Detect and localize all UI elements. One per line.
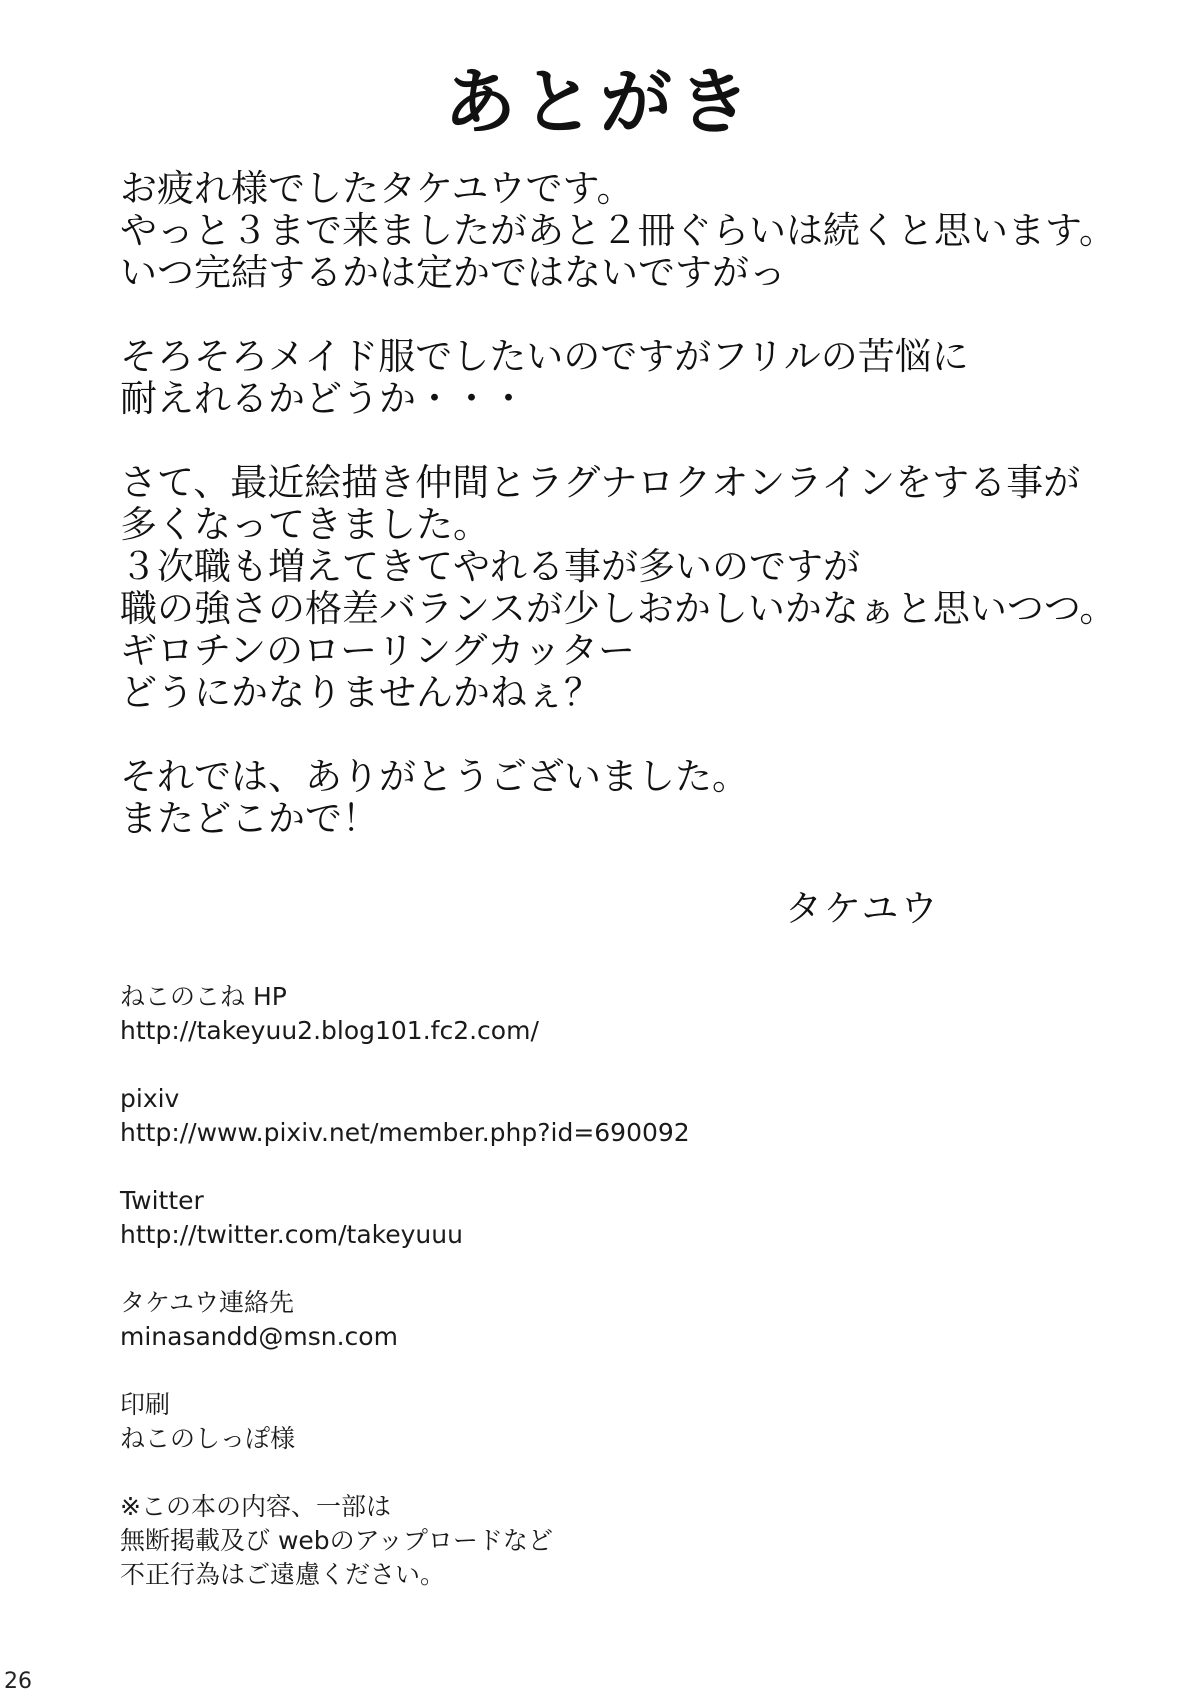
notice-line: 不正行為はご遠慮ください。 [120,1560,446,1589]
body-line: 耐えれるかどうか・・・ [120,377,527,420]
info-label: ねこのこね HP [120,982,287,1011]
homepage-url: http://takeyuu2.blog101.fc2.com/ [120,1016,539,1045]
info-block-contact [120,1286,1020,1354]
paragraph-gap [120,294,1160,336]
twitter-url: http://twitter.com/takeyuuu [120,1220,463,1249]
notice-line: 無断掲載及び webのアップロードなど [120,1526,553,1555]
info-label: タケユウ連絡先 [120,1288,295,1317]
body-line: ギロチンのローリングカッター [120,629,636,672]
printer-name: ねこのしっぽ様 [120,1424,296,1453]
contact-info [120,980,1020,1626]
afterword-body [120,168,1160,840]
info-label: 印刷 [120,1390,171,1419]
contact-email: minasandd@msn.com [120,1322,398,1351]
author-signature: タケユウ [785,887,940,930]
paragraph-gap [120,420,1160,462]
body-line: 職の強さの格差バランスが少しおかしいかなぁと思いつつ。 [120,587,1117,630]
info-block-notice [120,1490,1020,1592]
notice-line: ※この本の内容、一部は [120,1492,391,1521]
page-title: あとがき [443,59,756,144]
body-line: そろそろメイド服でしたいのですがフリルの苦悩に [120,335,969,378]
body-line: またどこかで！ [120,797,379,840]
body-line: お疲れ様でしたタケユウです。 [120,167,634,210]
body-line: やっと３まで来ましたがあと２冊ぐらいは続くと思います。 [120,209,1117,252]
body-line: それでは、ありがとうございました。 [120,755,749,798]
body-line: ３次職も増えてきてやれる事が多いのですが [120,545,860,588]
pixiv-url: http://www.pixiv.net/member.php?id=690092 [120,1118,690,1147]
info-block-homepage [120,980,1020,1048]
page-number: 26 [4,1669,32,1694]
info-label: pixiv [120,1084,180,1113]
paragraph-gap [120,714,1160,756]
body-line: 多くなってきました。 [120,503,490,546]
info-block-twitter [120,1184,1020,1252]
body-line: いつ完結するかは定かではないですがっ [120,251,786,294]
info-block-printing [120,1388,1020,1456]
body-line: どうにかなりませんかねぇ？ [120,671,601,714]
info-block-pixiv [120,1082,1020,1150]
info-label: Twitter [120,1186,204,1215]
body-line: さて、最近絵描き仲間とラグナロクオンラインをする事が [120,461,1081,504]
